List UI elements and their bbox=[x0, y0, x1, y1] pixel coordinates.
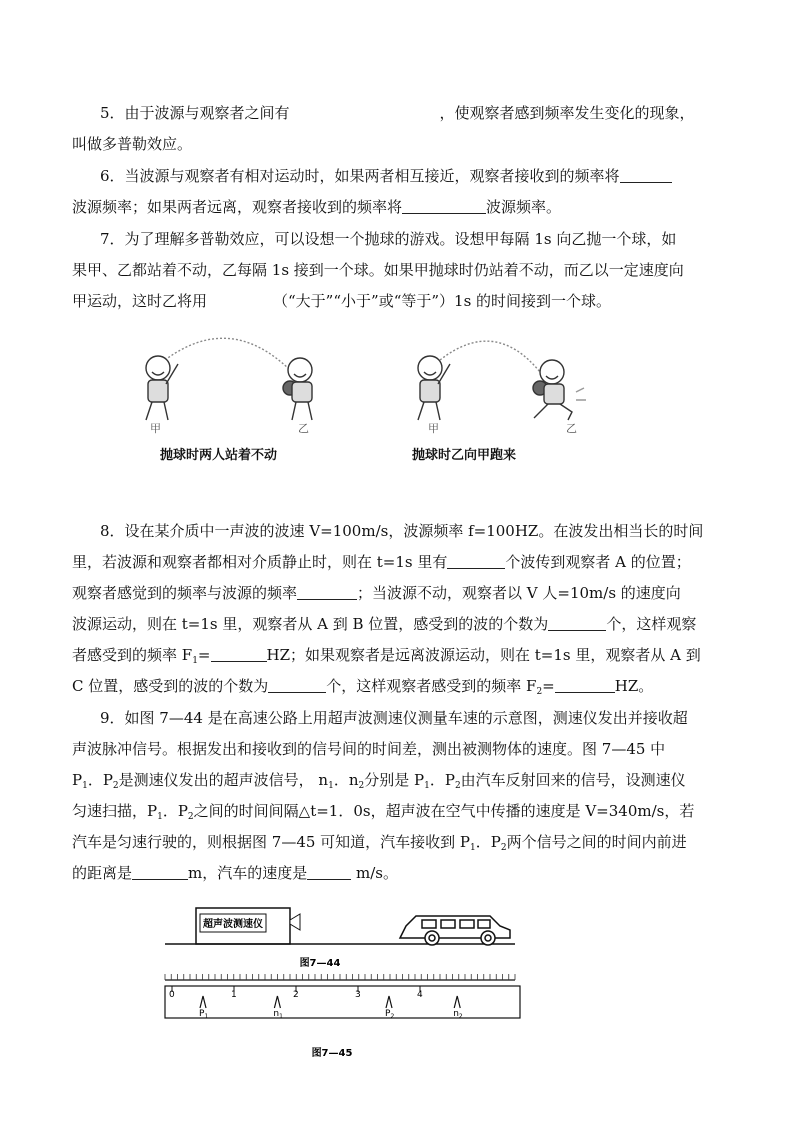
q8-line-3b: ；当波源不动，观察者以 V 人=10m/s 的速度向 bbox=[357, 584, 681, 602]
q6-text-a: 6．当波源与观察者有相对运动时，如果两者相互接近，观察者接收到的频率将 bbox=[100, 167, 620, 185]
q8-blank-5[interactable] bbox=[268, 677, 326, 693]
q8-line-2b: 个波传到观察者 A 的位置； bbox=[505, 553, 691, 571]
question-7 bbox=[72, 224, 732, 317]
q5-text-b: ，使观察者感到频率发生变化的现象， bbox=[439, 104, 695, 122]
q9-blank-1[interactable] bbox=[132, 864, 188, 880]
q7-text-c2: （“大于”“小于”或“等于”）1s 的时间接到一个球。 bbox=[273, 292, 612, 310]
q9-line-6c: m/s。 bbox=[351, 864, 398, 882]
q6-text-b: 波源频率；如果两者远离，观察者接收到的频率将 bbox=[72, 198, 403, 216]
car-icon bbox=[400, 916, 510, 945]
label-yi-left: 乙 bbox=[298, 422, 309, 435]
caption-7-44: 图7—44 bbox=[299, 958, 341, 969]
q7-text-c1: 甲运动，这时乙将用 bbox=[72, 292, 208, 310]
q9-line-6b: m，汽车的速度是 bbox=[188, 864, 308, 882]
q8-blank-2[interactable] bbox=[297, 584, 357, 600]
q9-blank-2[interactable] bbox=[307, 864, 351, 880]
q8-line-5a: 者感受到的频率 F bbox=[72, 646, 193, 664]
q8-line-1: 8．设在某介质中一声波的波速 V=100m/s，波源频率 f=100HZ。在波发出相当长的时间 bbox=[100, 522, 704, 540]
q6-blank-2[interactable] bbox=[402, 198, 486, 214]
q8-line-6c: = bbox=[542, 677, 555, 695]
q8-blank-6[interactable] bbox=[555, 677, 615, 693]
scene-running bbox=[418, 341, 586, 420]
speed-detector-figure bbox=[160, 900, 530, 1060]
ball-throw-illustration bbox=[120, 322, 590, 432]
q8-blank-3[interactable] bbox=[548, 615, 606, 631]
q8-line-6a: C 位置，感受到的波的个数为 bbox=[72, 677, 269, 695]
pulse-label: $n_1$ bbox=[273, 1009, 283, 1020]
q8-line-5b: = bbox=[197, 646, 211, 664]
q8-blank-1[interactable] bbox=[447, 553, 505, 569]
label-yi-right: 乙 bbox=[566, 422, 577, 435]
question-6 bbox=[72, 161, 732, 223]
q8-line-4a: 波源运动，则在 t=1s 里，观察者从 A 到 B 位置，感受到的波的个数为 bbox=[72, 615, 549, 633]
device-label: 超声波测速仪 bbox=[203, 919, 263, 930]
label-jia-right: 甲 bbox=[428, 422, 439, 435]
pulse-label: $P_2$ bbox=[385, 1009, 395, 1020]
q9-line-1: 9．如图 7—44 是在高速公路上用超声波测速仪测量车速的示意图，测速仪发出并接收超 bbox=[100, 709, 688, 727]
q8-line-4b: 个，这样观察 bbox=[606, 615, 697, 633]
q8-line-6b: 个，这样观察者感受到的频率 F bbox=[326, 677, 537, 695]
pulse-label: $P_1$ bbox=[199, 1009, 209, 1020]
q7-text-a: 7．为了理解多普勒效应，可以设想一个抛球的游戏。设想甲每隔 1s 向乙抛一个球，如 bbox=[100, 230, 677, 248]
q8-sub-1: 1 bbox=[192, 656, 198, 666]
pulse-strip bbox=[165, 986, 520, 1018]
scale-minor-ticks bbox=[165, 974, 515, 980]
q8-blank-4[interactable] bbox=[211, 646, 267, 662]
caption-7-45: 图7—45 bbox=[311, 1048, 353, 1059]
q6-text-c: 波源频率。 bbox=[486, 198, 562, 216]
figure-caption-running: 抛球时乙向甲跑来 bbox=[412, 448, 517, 463]
figure-caption-standing: 抛球时两人站着不动 bbox=[160, 448, 278, 463]
q8-line-3a: 观察者感觉到的频率与波源的频率 bbox=[72, 584, 298, 602]
q8-line-5c: HZ；如果观察者是远离波源运动，则在 t=1s 里，观察者从 A 到 bbox=[266, 646, 701, 664]
q7-text-b: 果甲、乙都站着不动，乙每隔 1s 接到一个球。如果甲抛球时仍站着不动，而乙以一定速度向 bbox=[72, 261, 684, 279]
scale-tick-label: 4 bbox=[417, 990, 423, 1000]
q8-line-2a: 里，若波源和观察者都相对介质静止时，则在 t=1s 里有 bbox=[72, 553, 448, 571]
q9-line-6a: 的距离是 bbox=[72, 864, 133, 882]
q9-line-2: 声波脉冲信号。根据发出和接收到的信号间的时间差，测出被测物体的速度。图 7—45 中 bbox=[72, 740, 666, 758]
scene-standing bbox=[146, 338, 312, 420]
scale-tick-label: 2 bbox=[293, 990, 299, 1000]
pulse-label: $n_2$ bbox=[453, 1009, 463, 1020]
scale-tick-label: 1 bbox=[231, 990, 237, 1000]
q5-text-a: 5．由于波源与观察者之间有 bbox=[100, 104, 290, 122]
question-5 bbox=[72, 98, 732, 160]
question-9: 9．如图 7—44 是在高速公路上用超声波测速仪测量车速的示意图，测速仪发出并接收超 声波脉冲信号。根据发出和接收到的信号间的时间差，测出被测物体的速度。图 7—45 中 $P_1$．$P_2$是测速仪发出的超声波信号， $n_1$．$n_2$分别是 $P_1$．$P_2$由汽车反射回来的信号，设测速仪 匀速扫描，$P_1$．$P_2$之间的时间间隔△t=1．0s，超声波在空气中传播的速度是 V=340m/s，若 汽车是匀速行驶的，则根据图 7—45 可知道，汽车接收到 $P_1$．$P_2$两个信号之间的时间内前进 的距离是 m，汽车的速度是 m/s。 bbox=[72, 709, 695, 882]
q8-sub-2: 2 bbox=[536, 687, 543, 697]
label-jia-left: 甲 bbox=[150, 422, 161, 435]
q5-text-c: 叫做多普勒效应。 bbox=[72, 135, 193, 153]
q8-line-6d: HZ。 bbox=[614, 677, 654, 695]
q6-blank-1[interactable] bbox=[620, 167, 672, 183]
scale-tick-label: 3 bbox=[355, 990, 361, 1000]
scale-tick-label: 0 bbox=[169, 990, 175, 1000]
question-8 bbox=[72, 516, 732, 702]
speaker-icon bbox=[290, 914, 300, 930]
